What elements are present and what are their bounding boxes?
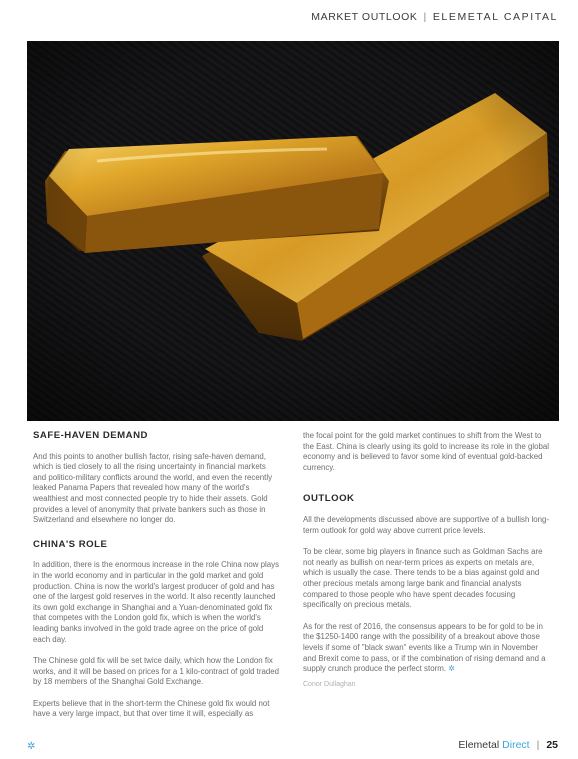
footer-brand-direct: Direct — [502, 739, 530, 751]
heading-chinas-role: CHINA'S ROLE — [33, 538, 108, 550]
heading-safe-haven-demand: SAFE-HAVEN DEMAND — [33, 430, 148, 441]
paragraph: To be clear, some big players in finance such as Goldman Sachs are not nearly as bullish on near-term prices as experts on metals are, which is usually the case. There tends to be a bias against gold and other precious metals among large bank and financial analysts compared to those people who have spent decades focusing specifically on precious metals. — [303, 547, 543, 610]
footer-brand-elemetal: Elemetal — [458, 739, 500, 751]
paragraph: In addition, there is the enormous increase in the role China now plays in the world economy and in particular in the gold market and gold production. China is now the world's largest producer of gold and has one of the largest gold reserves in the world. It also recently launched its own gold exchange in Shanghai and a Yuan-denominated gold fix that competes with the London gold fix, which is when the world's leading banks involved in the gold trade agree on the price of gold each day. — [33, 560, 280, 644]
paragraph: The Chinese gold fix will be set twice daily, which how the London fix works, and it will be based on prices for a 1 kilo-contract of gold traded by 18 members of the Shanghai Gold Exchange. — [33, 656, 280, 687]
gold-bars-illustration — [27, 41, 559, 421]
paragraph: And this points to another bullish factor, rising safe-haven demand, which is tied closely to all the rising uncertainty in financial markets and politico-military conflicts around the world, and even the recently leaked Panama Papers that revealed how many of the world's wealthiest and most connected people try to hide their assets. Gold provides a level of anonymity that private bankers such as those in Switzerland and elsewhere no longer do. — [33, 451, 273, 525]
right-column — [303, 431, 551, 690]
page-footer — [458, 739, 558, 751]
section-title: MARKET OUTLOOK — [311, 11, 418, 23]
gold-bars-photo — [27, 41, 559, 421]
paragraph: All the developments discussed above are supportive of a bullish long-term outlook for gold way above current price levels. — [303, 514, 550, 535]
page-header — [311, 11, 558, 23]
paragraph: Experts believe that in the short-term the Chinese gold fix would not have a very large impact, but that over time it will, especially as — [33, 698, 270, 719]
page-number: 25 — [546, 739, 558, 751]
footer-separator: | — [536, 739, 540, 751]
end-mark-icon: ✲ — [448, 664, 455, 674]
header-brand: ELEMETAL CAPITAL — [432, 11, 558, 23]
paragraph-final — [303, 622, 551, 675]
header-separator: | — [423, 11, 427, 23]
footer-ornament-icon: ✲ — [27, 741, 36, 752]
heading-outlook: OUTLOOK — [303, 493, 355, 505]
paragraph-text: As for the rest of 2016, the consensus appears to be for gold to be in the $1250-1400 range with the possibility of a breakout above those levels if some of "black swan" events like a Trump win in November and Brexit come to pass, or if the combination of rising demand and a supply crunch produce the perfect storm. — [303, 621, 546, 674]
paragraph: the focal point for the gold market continues to shift from the West to the East. China is clearly using its gold to increase its role in the global economy and is believed to favor some kind of eventual gold-backed currency. — [303, 431, 550, 472]
left-column — [33, 431, 281, 731]
author-name: Conor Dullaghan — [303, 680, 356, 688]
